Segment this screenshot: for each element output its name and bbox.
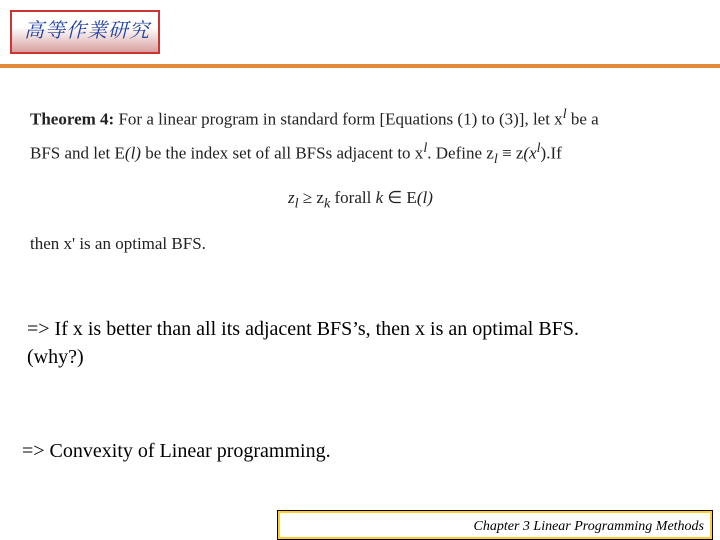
theorem-label: Theorem 4: [30, 109, 115, 129]
cond-l: l [294, 195, 299, 212]
theorem-line2-a: BFS and let E [30, 143, 125, 163]
theorem-line2-c: be the index set of all BFSs adjacent to x [140, 143, 424, 163]
bullet-2: => Convexity of Linear programming. [22, 440, 331, 462]
theorem-line2-d: . Define z [427, 143, 494, 163]
cond-in: ∈ E [383, 188, 417, 207]
cond-k2: k [375, 188, 384, 207]
header-divider [0, 64, 720, 68]
theorem-line1-end: be a [566, 109, 599, 129]
cond-set: (l) [416, 188, 433, 207]
theorem-condition [288, 188, 433, 212]
theorem-line2-f: (x [523, 143, 537, 163]
cond-k: k [323, 195, 331, 212]
theorem-line-2 [30, 140, 562, 168]
theorem-line1-text: For a linear program in standard form [Equations (1) to (3)], let x [114, 109, 563, 129]
cond-z: z [288, 188, 295, 207]
theorem-line2-sub: l [493, 151, 498, 168]
theorem-conclusion: then x' is an optimal BFS. [30, 234, 206, 253]
header-title: 高等作業研究 [24, 18, 150, 42]
cond-forall: forall [330, 188, 376, 207]
theorem-line-1 [30, 106, 599, 130]
footer-box [277, 510, 713, 540]
footer-inner [280, 513, 710, 537]
bullet-1-line-1: => If x is better than all its adjacent BFS’s, then x is an optimal BFS. [27, 318, 579, 340]
theorem-line1-sup: l [562, 106, 567, 122]
theorem-line2-g: ).If [540, 143, 562, 163]
theorem-line2-sup2: l [536, 140, 541, 156]
theorem-line2-b: (l) [124, 143, 141, 163]
footer-chapter: Chapter 3 Linear Programming Methods [473, 519, 704, 534]
theorem-line2-sup: l [423, 140, 428, 156]
bullet-1-line-2: (why?) [27, 346, 84, 368]
theorem-line2-e: ≡ z [497, 143, 524, 163]
cond-ge: ≥ z [298, 188, 324, 207]
